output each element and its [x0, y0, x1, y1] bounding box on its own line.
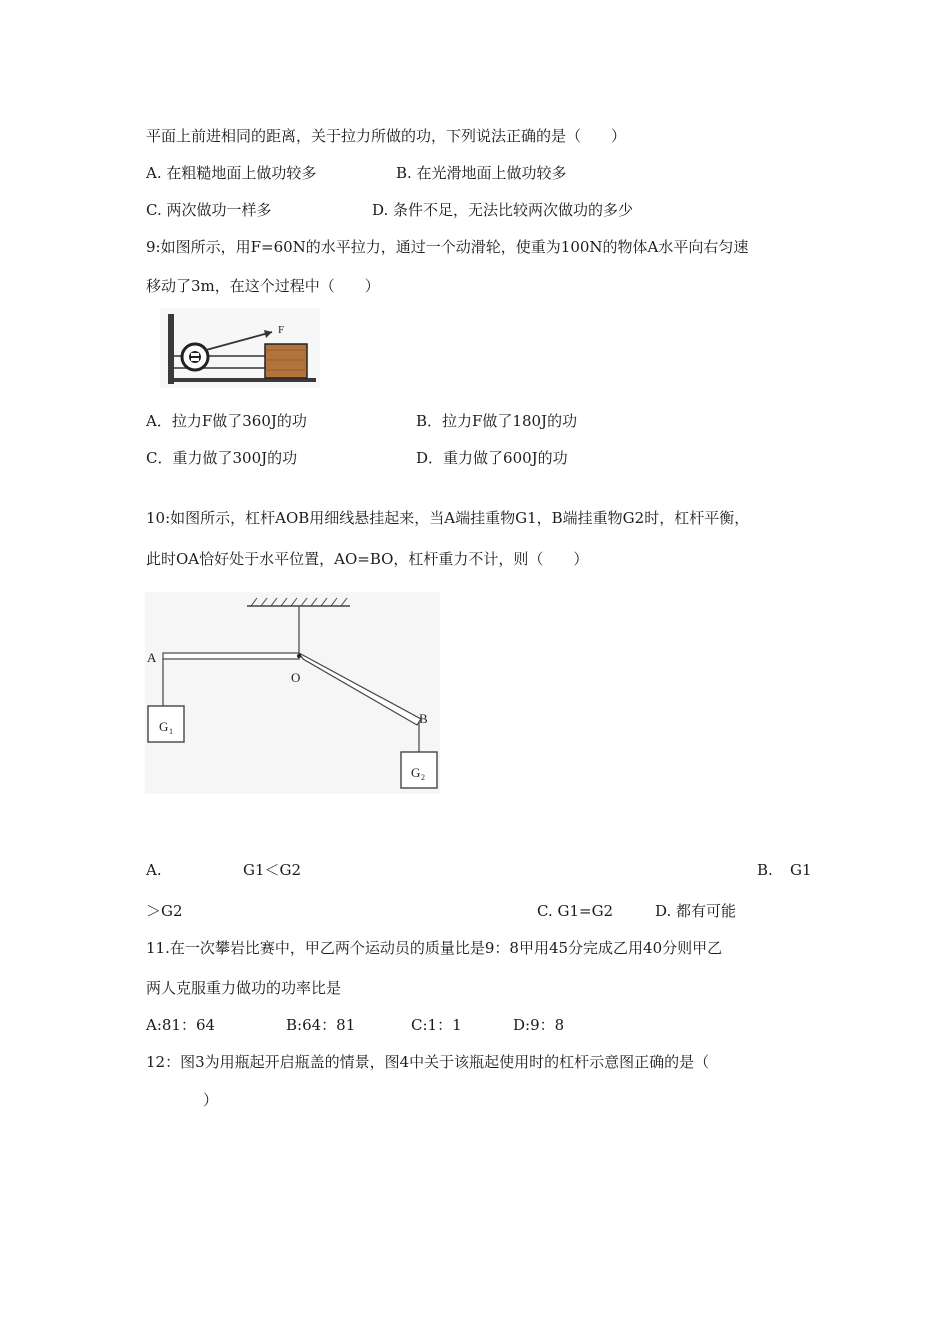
q9-option-b: B．拉力F做了180J的功 [416, 412, 578, 430]
q11-option-d: D:9：8 [513, 1016, 565, 1034]
q10-stem-line1: 10:如图所示，杠杆AOB用细线悬挂起来，当A端挂重物G1，B端挂重物G2时，杠杆平衡， [146, 509, 750, 527]
q11-stem-line1: 11.在一次攀岩比赛中，甲乙两个运动员的质量比是9：8甲用45分完成乙用40分则甲乙 [146, 939, 723, 957]
q8-option-c: C. 两次做功一样多 [146, 201, 272, 219]
label-g1: G [159, 719, 169, 734]
q10-stem-line2: 此时OA恰好处于水平位置，AO=BO，杠杆重力不计，则（ ） [146, 550, 589, 568]
lever-arm-oa [163, 653, 299, 659]
q9-option-a: A．拉力F做了360J的功 [146, 412, 307, 430]
q10-option-a-prefix: A. [146, 861, 162, 879]
q9-stem-line2: 移动了3m，在这个过程中（ ） [146, 277, 380, 295]
q11-stem-line2: 两人克服重力做功的功率比是 [146, 979, 342, 997]
label-g2: G [411, 765, 421, 780]
pivot-o [297, 654, 301, 658]
q9-stem-line1: 9:如图所示，用F=60N的水平拉力，通过一个动滑轮，使重为100N的物体A水平向右匀速 [146, 238, 749, 256]
q11-option-b: B:64：81 [286, 1016, 356, 1034]
q8-option-d: D. 条件不足，无法比较两次做功的多少 [372, 201, 634, 219]
label-o: O [291, 670, 301, 685]
q10-option-b-line1: G1 [790, 861, 812, 879]
label-g2-sub: 2 [421, 773, 425, 782]
q10-option-b-prefix: B. [757, 861, 773, 879]
force-label: F [278, 324, 285, 336]
q11-option-c: C:1：1 [411, 1016, 462, 1034]
label-a: A [147, 650, 157, 665]
q12-stem-line2: ） [203, 1091, 219, 1109]
q8-option-b: B. 在光滑地面上做功较多 [396, 164, 567, 182]
q10-option-a: G1＜G2 [243, 861, 302, 879]
q10-option-b-line2: ＞G2 [146, 902, 183, 920]
q10-lever-figure [145, 592, 440, 794]
q9-option-c: C．重力做了300J的功 [146, 449, 298, 467]
label-b: B [419, 711, 428, 726]
label-g1-sub: 1 [169, 727, 173, 736]
q11-option-a: A:81：64 [146, 1016, 216, 1034]
q8-stem: 平面上前进相同的距离，关于拉力所做的功，下列说法正确的是（ ） [146, 127, 627, 145]
q8-option-a: A. 在粗糙地面上做功较多 [146, 164, 317, 182]
block-a [265, 344, 307, 378]
q10-option-d: D. 都有可能 [655, 902, 737, 920]
q10-option-c: C. G1=G2 [537, 902, 614, 920]
q9-pulley-figure [160, 308, 320, 388]
wall [168, 314, 174, 384]
q9-option-d: D．重力做了600J的功 [416, 449, 568, 467]
q12-stem-line1: 12：图3为用瓶起开启瓶盖的情景，图4中关于该瓶起使用时的杠杆示意图正确的是（ [146, 1053, 710, 1071]
